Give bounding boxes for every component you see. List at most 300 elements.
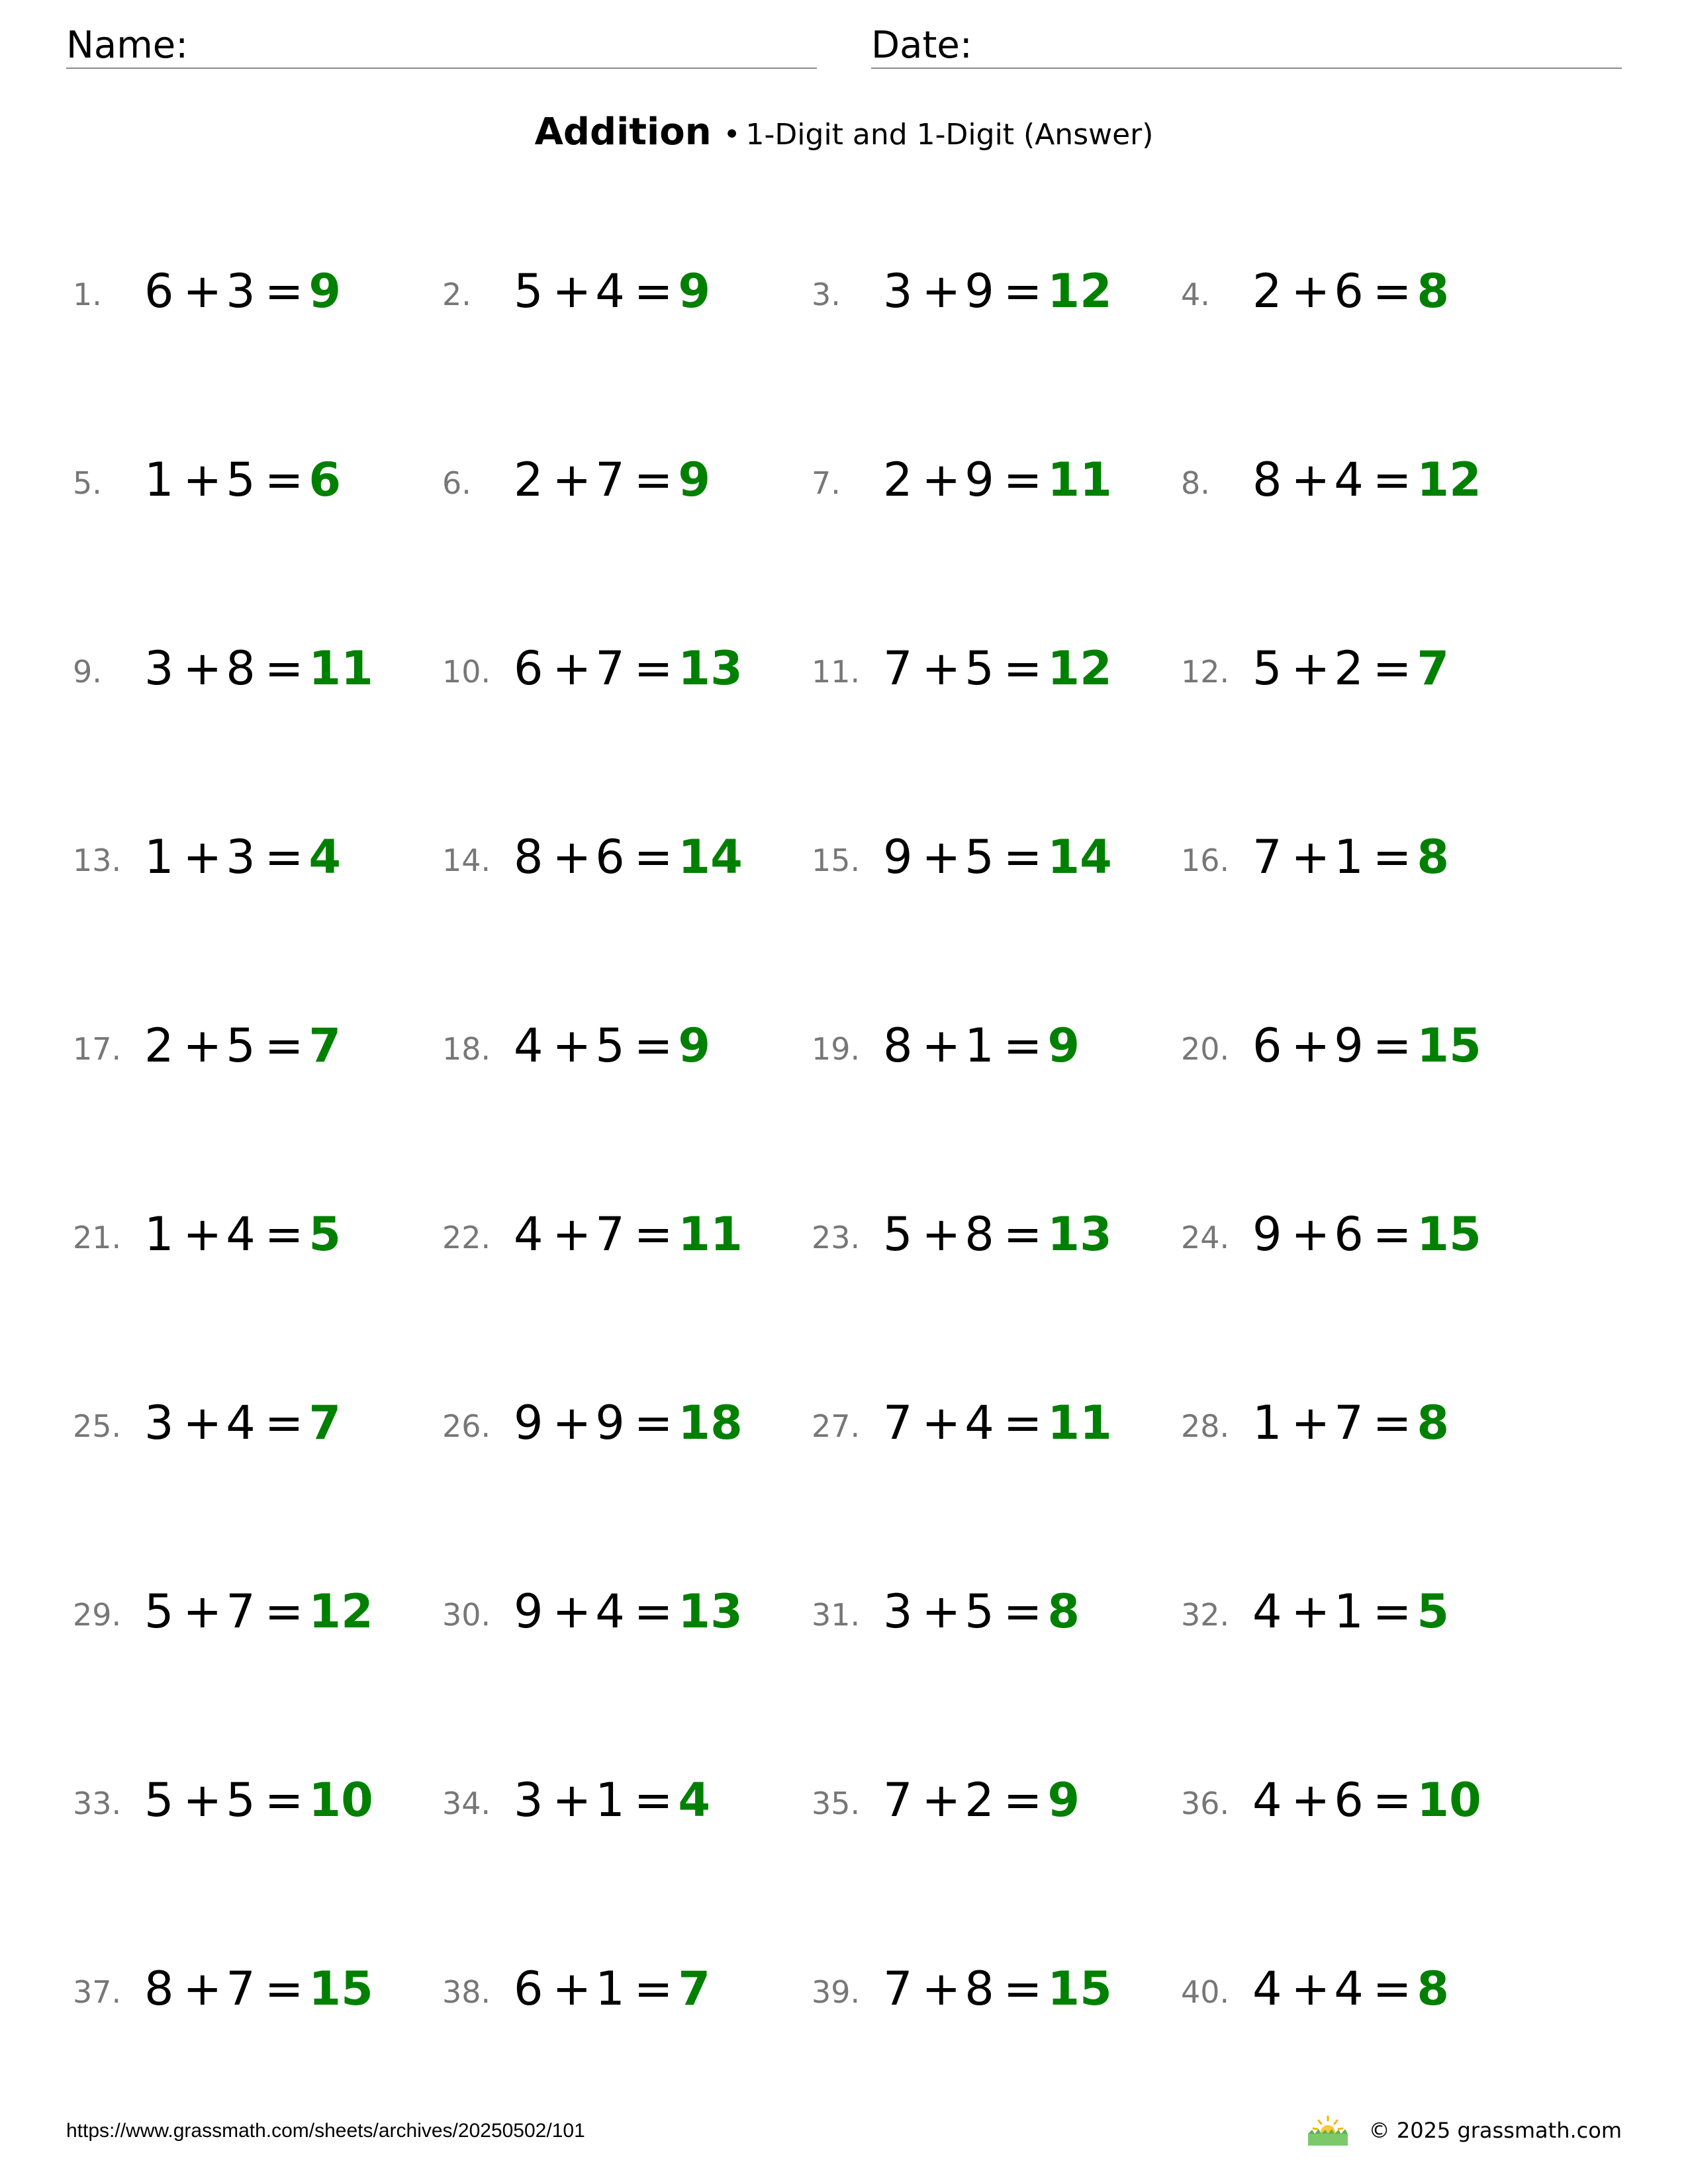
equals-sign: = [264,1207,304,1261]
problem-item [812,1188,1196,1281]
operand-b: 6 [1334,264,1364,318]
answer: 9 [678,264,711,318]
operand-b: 5 [964,830,994,884]
problem-number: 39. [812,1974,861,2010]
plus-sign: + [183,1773,222,1827]
operand-b: 7 [595,641,625,696]
problem-number: 20. [1181,1031,1230,1067]
problem-item [1181,1565,1565,1658]
operand-b: 7 [226,1584,256,1639]
problem-item [442,811,826,903]
problem-expression [514,831,743,884]
answer: 8 [1417,1396,1450,1450]
problem-expression [1252,642,1449,695]
problem-expression [1252,1396,1449,1449]
problem-expression [514,453,710,506]
footer-url[interactable]: https://www.grassmath.com/sheets/archives/20250502/101 [66,2120,585,2142]
answer: 9 [678,453,711,507]
plus-sign: + [1291,830,1331,884]
plus-sign: + [183,1396,222,1450]
equals-sign: = [264,1396,304,1450]
problem-number: 2. [442,277,471,312]
plus-sign: + [183,641,222,696]
problem-expression [1252,1774,1481,1827]
operand-b: 6 [595,830,625,884]
name-label: Name: [66,24,189,67]
problem-number: 12. [1181,654,1230,690]
answer: 5 [1417,1584,1450,1639]
problem-number: 17. [73,1031,122,1067]
plus-sign: + [552,1584,592,1639]
answer: 9 [678,1019,711,1073]
operand-a: 9 [514,1584,543,1639]
answer: 4 [678,1773,711,1827]
operand-b: 7 [595,1207,625,1261]
answer: 14 [1047,830,1112,884]
problem-item [1181,999,1565,1092]
operand-a: 1 [144,1207,174,1261]
equals-sign: = [633,1773,673,1827]
problem-number: 32. [1181,1597,1230,1633]
operand-a: 5 [144,1773,174,1827]
plus-sign: + [921,1207,961,1261]
operand-b: 2 [1334,641,1364,696]
problem-expression [883,1585,1080,1638]
answer: 12 [1417,453,1481,507]
operand-a: 5 [883,1207,913,1261]
plus-sign: + [183,1019,222,1073]
problem-item [73,433,457,526]
equals-sign: = [1003,1962,1043,2016]
problem-expression [144,642,373,695]
problem-expression [514,265,710,318]
problem-number: 35. [812,1786,861,1821]
problem-number: 1. [73,277,102,312]
problem-number: 30. [442,1597,491,1633]
operand-b: 1 [1334,830,1364,884]
plus-sign: + [921,453,961,507]
equals-sign: = [1003,1019,1043,1073]
plus-sign: + [921,1773,961,1827]
operand-a: 6 [1252,1019,1282,1073]
equals-sign: = [633,830,673,884]
operand-a: 2 [883,453,913,507]
operand-b: 4 [595,1584,625,1639]
operand-a: 2 [144,1019,174,1073]
problem-item [442,1377,826,1469]
operand-b: 9 [964,453,994,507]
equals-sign: = [1003,1207,1043,1261]
answer: 10 [1417,1773,1481,1827]
operand-b: 4 [1334,453,1364,507]
problem-number: 13. [73,842,122,878]
equals-sign: = [1372,1584,1412,1639]
problem-number: 36. [1181,1786,1230,1821]
answer: 13 [678,1584,743,1639]
problem-number: 37. [73,1974,122,2010]
problem-item [73,622,457,715]
problem-item [812,1942,1196,2035]
operand-a: 7 [883,1773,913,1827]
operand-a: 2 [1252,264,1282,318]
answer: 4 [308,830,342,884]
problem-expression [514,642,743,695]
problem-expression [883,1962,1112,2015]
plus-sign: + [552,1773,592,1827]
operand-b: 3 [226,264,256,318]
equals-sign: = [633,1207,673,1261]
plus-sign: + [1291,453,1331,507]
operand-a: 3 [883,1584,913,1639]
problem-expression [883,1208,1112,1261]
plus-sign: + [1291,641,1331,696]
problem-number: 14. [442,842,491,878]
answer: 7 [308,1019,342,1073]
problem-expression [144,453,341,506]
equals-sign: = [264,830,304,884]
equals-sign: = [264,1019,304,1073]
problem-item [73,1565,457,1658]
plus-sign: + [921,264,961,318]
problem-item [1181,245,1565,338]
problem-item [442,622,826,715]
problem-item [442,433,826,526]
operand-a: 8 [144,1962,174,2016]
operand-b: 1 [595,1962,625,2016]
operand-a: 3 [883,264,913,318]
problem-expression [883,1396,1112,1449]
problem-number: 7. [812,465,841,501]
answer: 15 [1417,1207,1481,1261]
problem-number: 6. [442,465,471,501]
answer: 18 [678,1396,743,1450]
problem-expression [883,642,1112,695]
problem-number: 5. [73,465,102,501]
operand-b: 6 [1334,1773,1364,1827]
title-main: Addition [534,111,712,154]
equals-sign: = [1003,1396,1043,1450]
plus-sign: + [552,830,592,884]
sun-over-grass-icon [1307,2115,1349,2146]
problem-number: 23. [812,1220,861,1255]
operand-a: 5 [144,1584,174,1639]
equals-sign: = [633,1962,673,2016]
operand-a: 8 [514,830,543,884]
operand-a: 7 [883,1962,913,2016]
problem-item [1181,1754,1565,1846]
problem-expression [1252,1962,1449,2015]
equals-sign: = [1372,1019,1412,1073]
problem-number: 19. [812,1031,861,1067]
answer: 9 [308,264,342,318]
equals-sign: = [1003,830,1043,884]
plus-sign: + [921,641,961,696]
date-label: Date: [871,24,972,67]
problem-expression [514,1962,710,2015]
equals-sign: = [633,264,673,318]
answer: 15 [308,1962,373,2016]
footer-brand [1307,2115,1622,2146]
equals-sign: = [1003,641,1043,696]
problem-expression [144,1962,373,2015]
problem-number: 9. [73,654,102,690]
operand-b: 9 [595,1396,625,1450]
problem-expression [1252,1019,1481,1072]
answer: 9 [1047,1773,1080,1827]
problem-number: 21. [73,1220,122,1255]
operand-b: 8 [964,1207,994,1261]
problem-number: 10. [442,654,491,690]
operand-b: 8 [964,1962,994,2016]
plus-sign: + [921,1019,961,1073]
plus-sign: + [921,1962,961,2016]
problem-item [812,811,1196,903]
problem-expression [883,453,1112,506]
answer: 12 [308,1584,373,1639]
plus-sign: + [1291,1584,1331,1639]
answer: 9 [1047,1019,1080,1073]
problem-expression [883,831,1112,884]
title-subtitle: 1-Digit and 1-Digit (Answer) [745,118,1154,152]
problem-expression [883,265,1112,318]
plus-sign: + [921,1584,961,1639]
answer: 12 [1047,264,1112,318]
operand-b: 4 [226,1396,256,1450]
title-separator: • [723,118,741,152]
problem-item [442,1754,826,1846]
problem-grid [0,245,1688,2138]
answer: 11 [1047,1396,1112,1450]
problem-number: 31. [812,1597,861,1633]
answer: 11 [678,1207,743,1261]
problem-expression [144,1585,373,1638]
problem-expression [514,1396,743,1449]
plus-sign: + [1291,264,1331,318]
answer: 13 [1047,1207,1112,1261]
operand-b: 4 [964,1396,994,1450]
operand-a: 5 [1252,641,1282,696]
operand-b: 7 [595,453,625,507]
problem-expression [1252,1585,1449,1638]
operand-b: 5 [226,1773,256,1827]
operand-a: 4 [514,1019,543,1073]
operand-b: 1 [595,1773,625,1827]
equals-sign: = [1372,453,1412,507]
equals-sign: = [1372,1207,1412,1261]
problem-number: 16. [1181,842,1230,878]
equals-sign: = [1003,1584,1043,1639]
operand-a: 1 [144,830,174,884]
plus-sign: + [183,1207,222,1261]
plus-sign: + [1291,1773,1331,1827]
operand-a: 2 [514,453,543,507]
operand-a: 9 [883,830,913,884]
problem-expression [144,1208,341,1261]
answer: 13 [678,641,743,696]
operand-a: 1 [144,453,174,507]
operand-a: 4 [514,1207,543,1261]
answer: 8 [1417,264,1450,318]
problem-number: 33. [73,1786,122,1821]
plus-sign: + [552,1962,592,2016]
plus-sign: + [921,1396,961,1450]
plus-sign: + [183,1962,222,2016]
equals-sign: = [633,1019,673,1073]
problem-expression [514,1585,743,1638]
equals-sign: = [633,1584,673,1639]
answer: 7 [678,1962,711,2016]
operand-b: 5 [226,453,256,507]
operand-a: 3 [514,1773,543,1827]
plus-sign: + [183,830,222,884]
operand-b: 9 [1334,1019,1364,1073]
operand-b: 4 [226,1207,256,1261]
problem-item [73,999,457,1092]
plus-sign: + [552,453,592,507]
answer: 11 [1047,453,1112,507]
equals-sign: = [1003,264,1043,318]
operand-b: 2 [964,1773,994,1827]
plus-sign: + [552,1019,592,1073]
equals-sign: = [264,453,304,507]
problem-expression [144,265,341,318]
answer: 14 [678,830,743,884]
problem-number: 4. [1181,277,1210,312]
problem-expression [883,1019,1080,1072]
problem-expression [144,1019,341,1072]
problem-item [1181,1942,1565,2035]
equals-sign: = [264,641,304,696]
problem-item [442,1942,826,2035]
problem-item [812,1565,1196,1658]
plus-sign: + [1291,1207,1331,1261]
operand-b: 3 [226,830,256,884]
equals-sign: = [633,453,673,507]
operand-a: 6 [144,264,174,318]
problem-item [73,1188,457,1281]
answer: 11 [308,641,373,696]
equals-sign: = [264,264,304,318]
problem-item [442,999,826,1092]
operand-a: 9 [514,1396,543,1450]
operand-b: 5 [595,1019,625,1073]
problem-number: 24. [1181,1220,1230,1255]
plus-sign: + [1291,1019,1331,1073]
operand-a: 6 [514,641,543,696]
problem-expression [514,1208,743,1261]
equals-sign: = [264,1962,304,2016]
problem-item [1181,622,1565,715]
problem-item [812,433,1196,526]
operand-b: 7 [1334,1396,1364,1450]
problem-item [812,1754,1196,1846]
problem-number: 40. [1181,1974,1230,2010]
operand-a: 4 [1252,1584,1282,1639]
problem-expression [144,831,341,884]
equals-sign: = [1372,1962,1412,2016]
operand-a: 1 [1252,1396,1282,1450]
copyright-text: © 2025 grassmath.com [1368,2118,1622,2143]
operand-a: 3 [144,641,174,696]
operand-a: 5 [514,264,543,318]
problem-item [812,1377,1196,1469]
operand-b: 5 [964,641,994,696]
equals-sign: = [1003,1773,1043,1827]
operand-b: 7 [226,1962,256,2016]
equals-sign: = [1372,1773,1412,1827]
operand-b: 8 [226,641,256,696]
problem-expression [883,1774,1080,1827]
answer: 15 [1417,1019,1481,1073]
problem-number: 18. [442,1031,491,1067]
problem-number: 26. [442,1408,491,1444]
equals-sign: = [264,1584,304,1639]
operand-a: 6 [514,1962,543,2016]
problem-number: 27. [812,1408,861,1444]
problem-number: 38. [442,1974,491,2010]
problem-item [73,1942,457,2035]
operand-a: 7 [1252,830,1282,884]
problem-item [73,1754,457,1846]
answer: 15 [1047,1962,1112,2016]
name-field[interactable] [66,24,817,69]
problem-number: 29. [73,1597,122,1633]
equals-sign: = [1372,1396,1412,1450]
answer: 6 [308,453,342,507]
problem-number: 25. [73,1408,122,1444]
plus-sign: + [552,641,592,696]
problem-item [812,622,1196,715]
equals-sign: = [264,1773,304,1827]
problem-number: 28. [1181,1408,1230,1444]
equals-sign: = [1372,264,1412,318]
problem-item [442,245,826,338]
equals-sign: = [1372,641,1412,696]
problem-item [1181,811,1565,903]
answer: 7 [308,1396,342,1450]
equals-sign: = [633,1396,673,1450]
problem-item [812,245,1196,338]
problem-expression [144,1396,341,1449]
problem-item [73,245,457,338]
operand-b: 1 [1334,1584,1364,1639]
operand-b: 9 [964,264,994,318]
operand-b: 5 [226,1019,256,1073]
answer: 7 [1417,641,1450,696]
date-field[interactable] [871,24,1622,69]
answer: 8 [1417,1962,1450,2016]
problem-expression [1252,453,1481,506]
operand-b: 4 [1334,1962,1364,2016]
problem-item [73,811,457,903]
problem-number: 3. [812,277,841,312]
operand-a: 8 [883,1019,913,1073]
operand-b: 4 [595,264,625,318]
problem-item [442,1565,826,1658]
operand-b: 6 [1334,1207,1364,1261]
equals-sign: = [633,641,673,696]
plus-sign: + [1291,1396,1331,1450]
problem-item [73,1377,457,1469]
plus-sign: + [183,453,222,507]
plus-sign: + [183,264,222,318]
operand-a: 8 [1252,453,1282,507]
problem-expression [1252,831,1449,884]
problem-number: 11. [812,654,861,690]
problem-number: 22. [442,1220,491,1255]
problem-item [1181,1188,1565,1281]
operand-a: 4 [1252,1773,1282,1827]
